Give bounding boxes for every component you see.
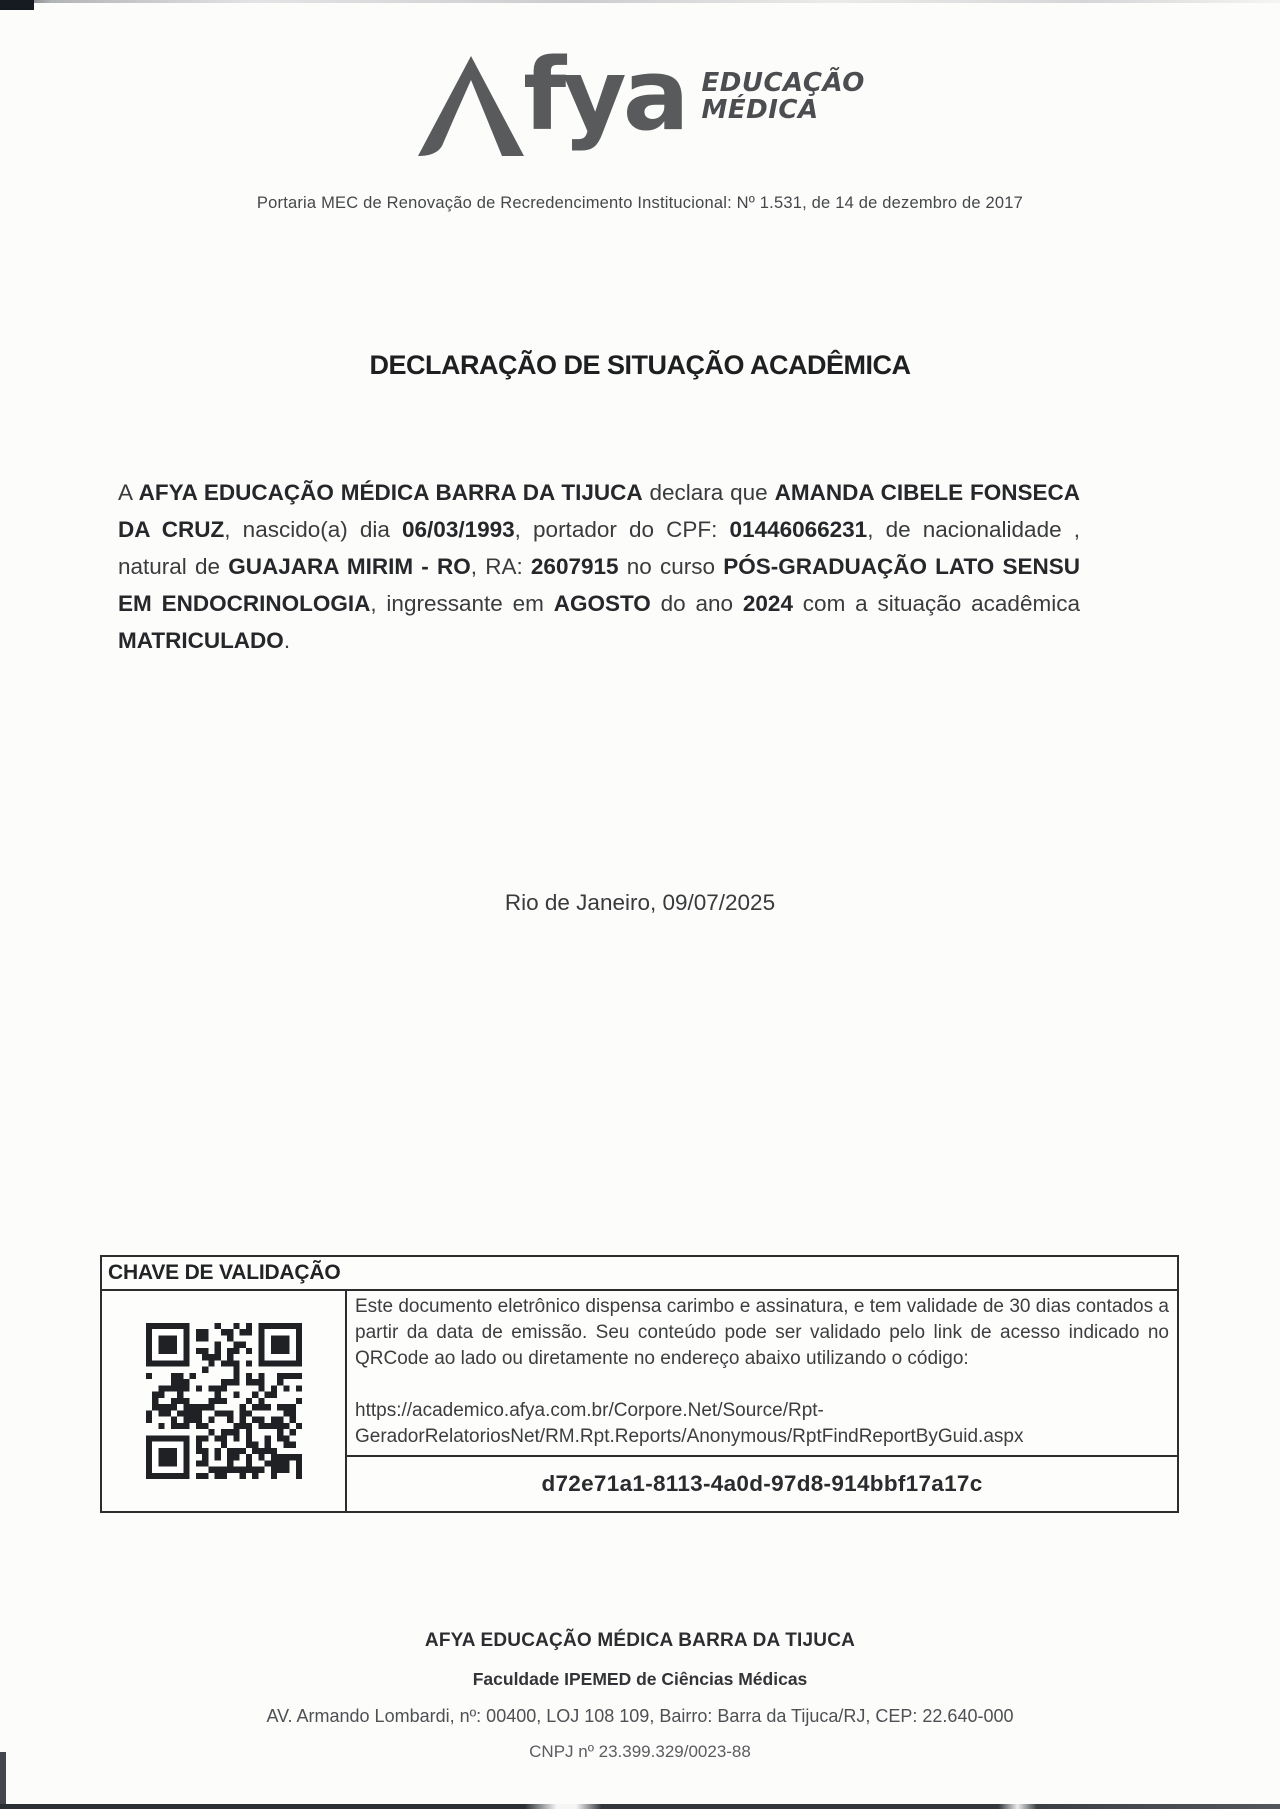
footer-cnpj: CNPJ nº 23.399.329/0023-88 — [529, 1742, 751, 1761]
footer-institution: AFYA EDUCAÇÃO MÉDICA BARRA DA TIJUCA — [424, 1630, 856, 1651]
validation-description: Este documento eletrônico dispensa carimbo e assinatura, e tem validade de 30 dias contados a partir da data de emissão. Seu conteúdo pode ser validado pelo link de acesso indicado no QRCode ao lado ou diretamente no endereço abaixo utilizando o código: — [355, 1296, 1169, 1369]
afya-tagline-line2: MÉDICA — [701, 95, 819, 125]
validation-box — [100, 1255, 1179, 1513]
footer-address: AV. Armando Lombardi, nº: 00400, LOJ 108 109, Bairro: Barra da Tijuca/RJ, CEP: 22.640-000 — [266, 1706, 1014, 1726]
afya-logo-mark — [415, 38, 686, 158]
document-title: DECLARAÇÃO DE SITUAÇÃO ACADÊMICA — [369, 350, 911, 380]
validation-body — [102, 1291, 1177, 1511]
validation-right-panel — [347, 1291, 1177, 1511]
footer — [0, 1630, 1280, 1762]
qr-cell — [102, 1291, 347, 1511]
validation-url — [355, 1398, 1169, 1450]
afya-tagline — [702, 70, 865, 124]
afya-tagline-line1: EDUCAÇÃO — [701, 68, 865, 98]
scan-artifact-top-corner — [0, 0, 34, 10]
qr-code-icon — [146, 1323, 302, 1479]
afya-logo-text: fya — [523, 38, 686, 153]
afya-logo — [0, 38, 1280, 158]
validation-text-area — [347, 1291, 1177, 1455]
validation-title: CHAVE DE VALIDAÇÃO — [102, 1257, 1177, 1291]
declaration-body: A AFYA EDUCAÇÃO MÉDICA BARRA DA TIJUCA declara que AMANDA CIBELE FONSECA DA CRUZ, nascido(a) dia 06/03/1993, portador do CPF: 01446066231, de nacionalidade , natural de GUAJARA MIRIM - RO, RA: 2607915 no curso PÓS-GRADUAÇÃO LATO SENSU EM ENDOCRINOLOGIA, ingressante em AGOSTO do ano 2024 com a situação acadêmica MATRICULADO. — [118, 480, 1081, 653]
validation-url-line1: https://academico.afya.com.br/Corpore.Net/Source/Rpt- — [355, 1400, 824, 1421]
footer-faculty: Faculdade IPEMED de Ciências Médicas — [472, 1669, 808, 1689]
validation-url-line2: GeradorRelatoriosNet/RM.Rpt.Reports/Anonymous/RptFindReportByGuid.aspx — [355, 1426, 1024, 1447]
afya-a-icon — [415, 54, 527, 158]
scan-artifact-top-line — [0, 0, 1280, 3]
validation-code: d72e71a1-8113-4a0d-97d8-914bbf17a17c — [347, 1455, 1177, 1511]
date-line: Rio de Janeiro, 09/07/2025 — [504, 890, 776, 915]
portaria-text: Portaria MEC de Renovação de Recredencimento Institucional: Nº 1.531, de 14 de dezembro de 2017 — [256, 194, 1024, 212]
scan-artifact-bottom-strip — [0, 1804, 1280, 1809]
